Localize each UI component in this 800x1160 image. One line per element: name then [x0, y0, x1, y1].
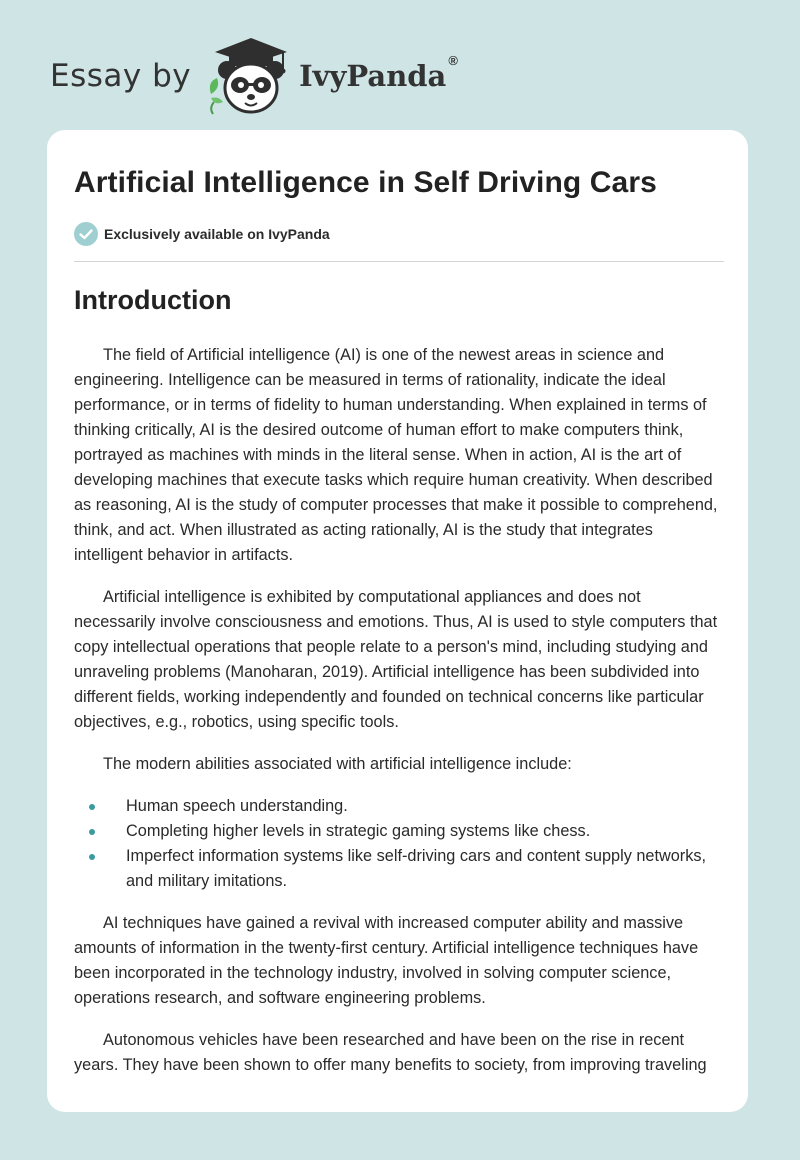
list-item [74, 819, 724, 844]
bullet-dot-icon [89, 854, 95, 860]
abilities-list [74, 794, 724, 894]
list-item-text: Imperfect information systems like self-driving cars and content supply networks, and military imitations. [126, 847, 707, 890]
paragraph: The field of Artificial intelligence (AI) is one of the newest areas in science and engineering. Intelligence can be measured in terms of rationality, indicate the ideal performance, or in terms of fidelity to human understanding. When explained in terms of thinking critically, AI is the desired outcome of human effort to make computers think, portrayed as machines with minds in the literal sense. When in action, AI is the art of developing machines that execute tasks which require human creativity. When described as reasoning, AI is the study of computer processes that make it possible to comprehend, think, and act. When illustrated as acting rationally, AI is the study that integrates intelligent behavior in artifacts. [74, 346, 718, 564]
list-item-text: Completing higher levels in strategic gaming systems like chess. [126, 822, 591, 840]
exclusive-label: Exclusively available on IvyPanda [104, 226, 330, 242]
check-circle-icon [74, 222, 98, 246]
essay-card [47, 130, 748, 1112]
paragraph: Artificial intelligence is exhibited by computational appliances and does not necessarily involve consciousness and emotions. Thus, AI is used to style computers that copy intellectual operations that people relate to a person's mind, including studying and unraveling problems (Manoharan, 2019). Artificial intelligence has been subdivided into different fields, working independently and founded on technical concerns like particular objectives, e.g., robotics, using specific tools. [74, 588, 718, 731]
essay-title: Artificial Intelligence in Self Driving Cars [74, 166, 657, 199]
bullet-dot-icon [89, 829, 95, 835]
essay-by-label: Essay by [50, 58, 192, 94]
list-item [74, 844, 724, 894]
paragraph: The modern abilities associated with artificial intelligence include: [103, 755, 572, 773]
site-header [50, 36, 458, 116]
brand-name[interactable] [299, 53, 458, 93]
section-heading: Introduction [74, 285, 232, 315]
title-divider [74, 261, 724, 262]
bullet-dot-icon [89, 804, 95, 810]
paragraph: AI techniques have gained a revival with increased computer ability and massive amounts of information in the twenty-first century. Artificial intelligence techniques have been incorporated in the technology industry, involved in solving computer science, operations research, and software engineering problems. [74, 914, 699, 1007]
exclusive-notice [74, 222, 330, 246]
list-item [74, 794, 724, 819]
list-item-text: Human speech understanding. [126, 797, 348, 815]
registered-mark: ® [448, 53, 458, 68]
paragraph: Autonomous vehicles have been researched and have been on the rise in recent years. They have been shown to offer many benefits to society, from improving traveling [74, 1031, 707, 1074]
brand-name-text: IvyPanda [299, 59, 447, 93]
panda-graduate-logo-icon[interactable] [205, 36, 297, 116]
essay-body [74, 343, 724, 1095]
